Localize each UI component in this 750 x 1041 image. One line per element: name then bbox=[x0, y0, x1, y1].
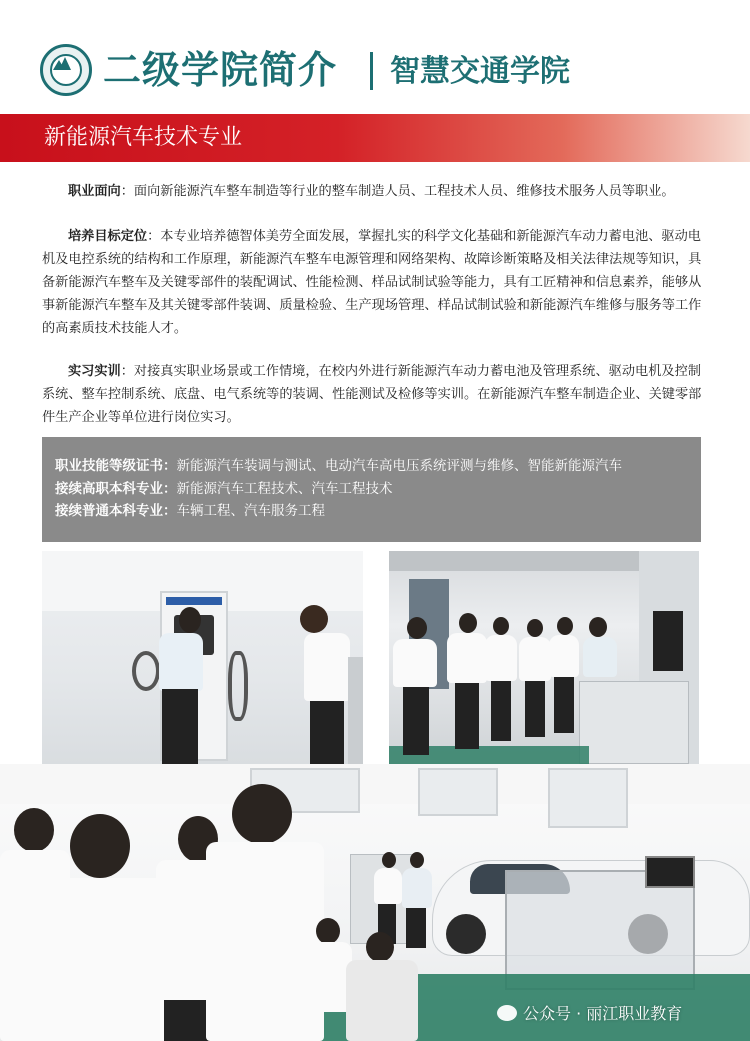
certificate-value: 新能源汽车装调与测试、电动汽车高电压系统评测与维修、智能新能源汽车 bbox=[176, 458, 622, 474]
wechat-icon bbox=[497, 1005, 517, 1021]
goal-paragraph bbox=[42, 225, 710, 340]
career-paragraph bbox=[42, 180, 710, 203]
major-title: 新能源汽车技术专业 bbox=[44, 125, 243, 150]
general-bachelor-value: 车辆工程、汽车服务工程 bbox=[176, 503, 325, 519]
goal-label: 培养目标定位 bbox=[68, 229, 148, 244]
vocational-bachelor-label: 接续高职本科专业： bbox=[55, 481, 177, 497]
vehicle-workshop-photo bbox=[0, 764, 750, 1041]
qualification-box bbox=[42, 437, 701, 542]
training-hall-photo bbox=[389, 551, 699, 764]
page-header bbox=[0, 0, 750, 112]
vocational-bachelor-value: 新能源汽车工程技术、汽车工程技术 bbox=[176, 481, 393, 497]
wechat-watermark bbox=[497, 1001, 682, 1024]
watermark-text: 公众号 · 丽江职业教育 bbox=[523, 1004, 683, 1023]
training-paragraph bbox=[42, 360, 710, 429]
school-seal-icon bbox=[40, 44, 92, 96]
charging-training-photo bbox=[42, 551, 363, 764]
general-bachelor-row bbox=[55, 500, 325, 522]
major-banner bbox=[0, 114, 750, 162]
training-text: ：对接真实职业场景或工作情境，在校内外进行新能源汽车动力蓄电池及管理系统、驱动电机及控制系统、整车控制系统、底盘、电气系统等的装调、性能测试及检修等实训。在新能源汽车整车制造企业、关键零部件生产企业等单位进行岗位实习。 bbox=[42, 364, 702, 425]
goal-text: ：本专业培养德智体美劳全面发展，掌握扎实的科学文化基础和新能源汽车动力蓄电池、驱动电机及电控系统的结构和工作原理，新能源汽车整车电源管理和网络架构、故障诊断策略及相关法律法规等知识，具备新能源汽车整车及关键零部件的装配调试、性能检测、样品试制试验等能力，具有工匠精神和信息素养，能够从事新能源汽车整车及其关键零部件装调、质量检验、生产现场管理、样品试制试验和新能源汽车维修与服务等工作的高素质技术技能人才。 bbox=[42, 229, 702, 336]
certificate-row bbox=[55, 455, 622, 477]
title-divider bbox=[370, 52, 373, 90]
general-bachelor-label: 接续普通本科专业： bbox=[55, 503, 177, 519]
career-text: ：面向新能源汽车整车制造等行业的整车制造人员、工程技术人员、维修技术服务人员等职业。 bbox=[120, 184, 675, 199]
vocational-bachelor-row bbox=[55, 478, 393, 500]
college-name: 智慧交通学院 bbox=[390, 54, 570, 89]
certificate-label: 职业技能等级证书： bbox=[55, 458, 177, 474]
page-title: 二级学院简介 bbox=[103, 48, 338, 92]
career-label: 职业面向 bbox=[68, 184, 121, 199]
training-label: 实习实训 bbox=[68, 364, 121, 379]
